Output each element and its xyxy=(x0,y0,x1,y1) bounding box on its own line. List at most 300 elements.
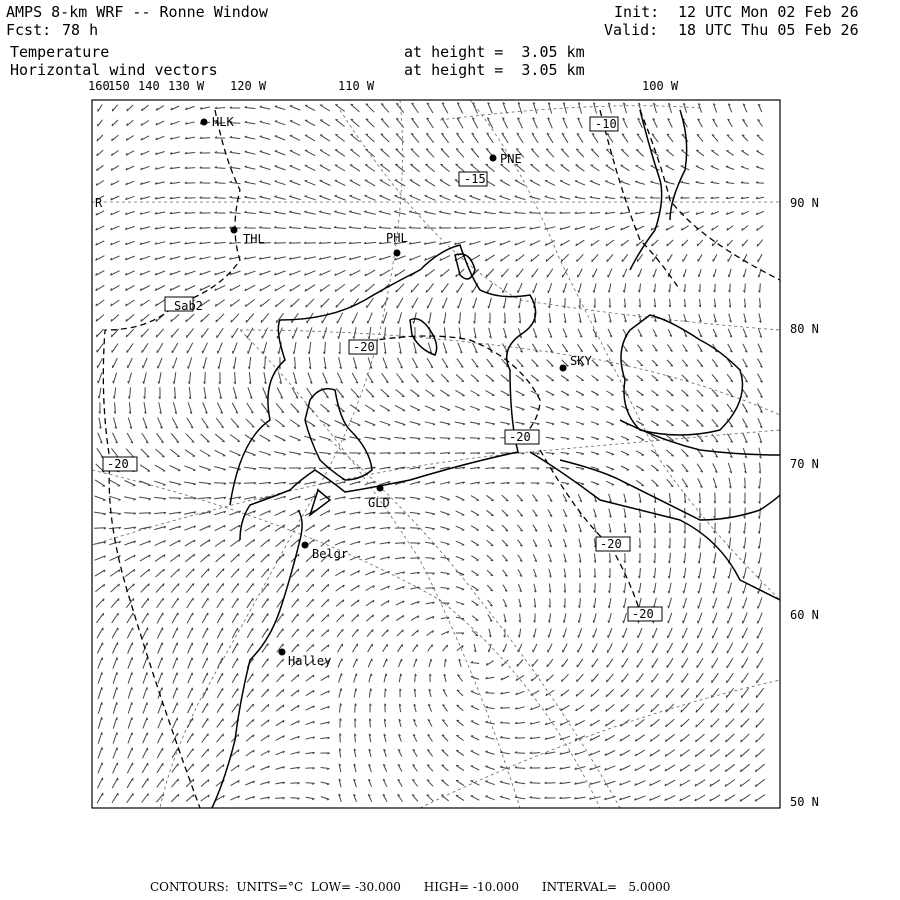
wind-vector xyxy=(381,104,389,113)
wind-vector xyxy=(380,195,391,200)
wind-vector xyxy=(261,720,269,727)
wind-vector xyxy=(637,360,643,366)
wind-vector xyxy=(563,644,568,653)
station-label-hlk: HLK xyxy=(212,115,234,129)
wind-vector xyxy=(398,749,402,756)
wind-vector xyxy=(410,453,421,454)
wind-vector xyxy=(470,482,479,484)
wind-vector xyxy=(170,257,180,260)
wind-vector xyxy=(245,136,256,139)
wind-vector xyxy=(455,438,465,440)
wind-vector xyxy=(473,298,477,309)
wind-vector xyxy=(170,197,180,199)
wind-vector xyxy=(624,553,625,563)
wind-vector xyxy=(128,373,132,384)
wind-vector xyxy=(95,584,104,592)
wind-vector xyxy=(369,764,372,772)
wind-vector xyxy=(170,152,180,154)
station-label-thl: THL xyxy=(243,232,265,246)
wind-vector xyxy=(308,327,313,338)
station-label-gld: GLD xyxy=(368,496,390,510)
wind-vector xyxy=(155,227,165,229)
wind-vector xyxy=(113,672,117,683)
wind-vector xyxy=(396,601,404,605)
wind-vector xyxy=(533,118,538,129)
wind-vector xyxy=(667,643,672,653)
wind-vector xyxy=(606,240,614,246)
wind-vector xyxy=(548,539,551,547)
wind-vector xyxy=(230,435,240,442)
wind-vector xyxy=(728,329,732,337)
wind-vector xyxy=(575,720,584,725)
wind-vector xyxy=(471,526,479,531)
wind-vector xyxy=(158,703,163,714)
wind-vector xyxy=(204,387,206,399)
wind-vector xyxy=(729,523,731,534)
wind-vector xyxy=(185,152,195,154)
wind-vector xyxy=(398,312,402,323)
wind-vector xyxy=(605,196,615,198)
wind-vector xyxy=(669,508,671,518)
wind-vector xyxy=(113,702,117,713)
wind-vector xyxy=(157,613,163,623)
wind-vector xyxy=(636,480,644,485)
wind-vector xyxy=(530,227,541,229)
wind-vector xyxy=(305,165,315,170)
wind-vector xyxy=(350,284,359,292)
wind-vector xyxy=(366,615,373,622)
wind-vector xyxy=(125,271,134,275)
wind-vector xyxy=(185,106,194,109)
wind-vector xyxy=(488,103,493,114)
wind-vector xyxy=(427,358,433,368)
wind-vector xyxy=(246,569,253,578)
wind-vector xyxy=(173,643,178,654)
wind-vector xyxy=(593,613,596,623)
wind-vector xyxy=(485,736,494,739)
wind-vector xyxy=(654,299,656,307)
wind-vector xyxy=(113,687,117,698)
wind-vector xyxy=(380,453,391,454)
wind-vector xyxy=(504,313,505,324)
wind-vector xyxy=(443,645,448,651)
wind-vector xyxy=(215,197,226,199)
wind-vector xyxy=(425,406,435,411)
wind-vector xyxy=(560,721,570,726)
wind-vector xyxy=(410,406,420,411)
wind-vector xyxy=(340,703,342,712)
wind-vector xyxy=(443,298,448,309)
wind-vector xyxy=(292,599,299,608)
wind-vector xyxy=(96,271,105,276)
wind-vector xyxy=(352,629,358,637)
wind-vector xyxy=(606,437,614,440)
wind-vector xyxy=(697,658,703,668)
wind-vector xyxy=(652,674,659,683)
wind-vector xyxy=(351,104,360,112)
wind-vector xyxy=(141,329,148,337)
lat-label: 70 N xyxy=(790,457,819,471)
wind-vector xyxy=(261,569,268,578)
wind-vector xyxy=(275,798,284,800)
wind-vector xyxy=(97,150,103,156)
station-label-sky: SKY xyxy=(570,354,592,368)
lon-label: 160 xyxy=(88,79,110,93)
wind-vector xyxy=(712,359,718,366)
wind-vector xyxy=(562,674,569,681)
wind-vector xyxy=(173,703,178,714)
wind-vector xyxy=(650,212,659,214)
wind-vector xyxy=(184,526,195,530)
wind-vector xyxy=(142,343,148,352)
wind-vector xyxy=(727,374,733,382)
wind-vector xyxy=(606,452,614,455)
wind-vector xyxy=(726,749,735,757)
wind-vector xyxy=(680,750,689,757)
wind-vector xyxy=(413,719,416,726)
wind-vector xyxy=(531,468,540,469)
wind-vector xyxy=(200,227,211,228)
wind-vector xyxy=(398,358,403,368)
wind-vector xyxy=(245,299,254,306)
wind-vector xyxy=(140,286,150,291)
wind-vector xyxy=(305,752,314,754)
wind-vector xyxy=(158,658,163,669)
wind-vector xyxy=(291,736,300,740)
wind-vector xyxy=(727,434,732,443)
wind-vector xyxy=(201,780,209,787)
wind-vector xyxy=(502,269,509,277)
wind-vector xyxy=(339,357,342,369)
wind-vector xyxy=(757,658,763,668)
wind-vector xyxy=(292,313,299,323)
wind-vector xyxy=(215,434,224,442)
wind-vector xyxy=(683,269,686,277)
wind-vector xyxy=(609,298,610,307)
wind-vector xyxy=(231,780,240,785)
wind-vector xyxy=(576,149,584,157)
wind-vector xyxy=(484,227,495,229)
wind-vector xyxy=(759,492,760,503)
wind-vector xyxy=(756,211,764,214)
wind-vector xyxy=(352,614,359,621)
contour-info-footer: CONTOURS: UNITS=°C LOW= -30.000 HIGH= -10.000 INTERVAL= 5.0000 xyxy=(150,880,671,894)
wind-vector xyxy=(457,133,464,143)
wind-vector xyxy=(94,512,106,515)
wind-vector xyxy=(384,719,386,727)
wind-vector xyxy=(457,690,463,696)
contour-label: -20 xyxy=(632,607,654,621)
wind-vector xyxy=(621,226,630,230)
wind-vector xyxy=(124,497,136,500)
wind-vector xyxy=(413,765,418,772)
wind-vector xyxy=(320,135,330,141)
wind-vector xyxy=(683,103,686,113)
wind-vector xyxy=(261,766,270,770)
wind-vector xyxy=(336,600,344,607)
wind-vector xyxy=(262,628,268,637)
wind-vector xyxy=(321,630,328,637)
wind-vector xyxy=(741,703,749,712)
wind-vector xyxy=(188,372,190,384)
wind-vector xyxy=(289,226,301,228)
wind-vector xyxy=(620,181,630,185)
wind-vector xyxy=(411,149,419,157)
wind-vector xyxy=(290,135,300,140)
wind-vector xyxy=(126,196,135,199)
wind-vector xyxy=(639,538,640,548)
wind-vector xyxy=(397,298,403,308)
wind-vector xyxy=(350,180,361,186)
wind-vector xyxy=(682,134,688,141)
contour-label: -20 xyxy=(509,430,531,444)
wind-vector xyxy=(560,767,571,769)
wind-vector xyxy=(563,329,567,338)
wind-vector xyxy=(624,299,626,308)
wind-vector xyxy=(456,587,464,590)
wind-vector xyxy=(742,389,748,397)
wind-vector xyxy=(188,643,193,654)
wind-vector xyxy=(96,241,105,245)
wind-vector xyxy=(594,553,596,562)
wind-vector xyxy=(712,419,718,426)
wind-vector xyxy=(758,418,762,428)
wind-vector xyxy=(172,343,178,353)
wind-vector xyxy=(710,795,720,801)
wind-vector xyxy=(728,119,733,127)
wind-vector xyxy=(440,195,451,200)
wind-vector xyxy=(517,495,523,501)
wind-vector xyxy=(472,616,478,621)
wind-vector xyxy=(669,493,671,503)
wind-vector xyxy=(621,466,629,470)
wind-vector xyxy=(458,298,462,309)
wind-vector xyxy=(99,402,100,413)
wind-vector xyxy=(112,344,118,353)
wind-vector xyxy=(290,285,300,291)
wind-vector xyxy=(457,705,464,711)
wind-vector xyxy=(248,357,250,369)
wind-vector xyxy=(681,719,689,727)
wind-vector xyxy=(98,763,103,774)
wind-vector xyxy=(96,315,104,322)
wind-vector xyxy=(489,328,492,338)
wind-vector xyxy=(155,540,166,545)
wind-vector xyxy=(143,703,147,714)
wind-vector xyxy=(653,568,655,578)
wind-vector xyxy=(576,240,585,246)
wind-vector xyxy=(623,628,627,638)
wind-vector xyxy=(726,197,734,199)
wind-vector xyxy=(425,422,435,425)
wind-vector xyxy=(394,211,406,215)
wind-vector xyxy=(485,706,494,708)
wind-vector xyxy=(156,794,163,802)
wind-vector xyxy=(140,271,150,275)
wind-vector xyxy=(503,585,507,592)
wind-vector xyxy=(621,720,630,727)
wind-vector xyxy=(563,524,566,532)
wind-vector xyxy=(427,765,433,772)
wind-vector xyxy=(713,104,716,113)
wind-vector xyxy=(758,254,762,262)
wind-vector xyxy=(202,718,208,727)
wind-vector xyxy=(500,422,509,425)
wind-vector xyxy=(155,286,165,291)
wind-vector xyxy=(230,107,240,108)
wind-vector xyxy=(531,407,540,411)
wind-vector xyxy=(576,391,584,395)
wind-vector xyxy=(425,558,434,560)
wind-vector xyxy=(680,765,690,772)
wind-vector xyxy=(681,197,690,198)
wind-vector xyxy=(261,313,269,322)
wind-vector xyxy=(561,437,569,439)
wind-vector xyxy=(97,135,103,141)
wind-vector xyxy=(186,434,194,443)
wind-vector xyxy=(114,418,117,429)
wind-vector xyxy=(232,673,238,683)
wind-vector xyxy=(711,734,720,742)
wind-vector xyxy=(623,269,627,278)
wind-vector xyxy=(502,495,509,501)
wind-vector xyxy=(441,269,450,276)
wind-vector xyxy=(187,733,193,743)
wind-vector xyxy=(594,568,595,577)
wind-vector xyxy=(637,674,644,683)
wind-vector xyxy=(654,284,656,293)
wind-vector xyxy=(727,404,733,412)
wind-vector xyxy=(713,553,716,564)
wind-vector xyxy=(682,643,687,653)
wind-vector xyxy=(155,300,164,306)
wind-vector xyxy=(593,269,597,278)
wind-vector xyxy=(321,768,330,770)
wind-vector xyxy=(548,629,551,638)
wind-vector xyxy=(203,403,208,414)
wind-vector xyxy=(578,329,582,337)
wind-vector xyxy=(366,600,374,606)
wind-vector xyxy=(666,150,674,156)
wind-vector xyxy=(184,498,196,499)
wind-vector xyxy=(501,391,510,396)
wind-vector xyxy=(276,299,285,307)
wind-vector xyxy=(203,688,208,698)
wind-vector xyxy=(575,767,586,770)
wind-vector xyxy=(743,522,745,533)
wind-vector xyxy=(262,613,268,622)
wind-vector xyxy=(395,528,405,529)
wind-vector xyxy=(159,387,160,399)
wind-vector xyxy=(275,151,286,155)
wind-vector xyxy=(548,283,552,293)
wind-vector xyxy=(755,764,764,772)
wind-vector xyxy=(170,449,179,456)
wind-vector xyxy=(335,165,345,171)
wind-vector xyxy=(696,704,704,713)
wind-vector xyxy=(744,493,745,504)
wind-vector xyxy=(245,539,254,546)
wind-vector xyxy=(142,628,147,639)
wind-vector xyxy=(140,197,150,200)
wind-vector xyxy=(578,494,582,502)
wind-vector xyxy=(415,689,417,697)
wind-vector xyxy=(202,343,207,354)
wind-vector xyxy=(427,118,434,128)
wind-vector xyxy=(443,312,445,323)
wind-vector xyxy=(277,388,282,399)
wind-vector xyxy=(96,181,104,186)
wind-vector xyxy=(591,437,599,440)
wind-vector xyxy=(261,704,268,711)
wind-vector xyxy=(430,674,431,682)
wind-vector xyxy=(383,779,387,786)
wind-vector xyxy=(635,765,645,770)
wind-vector xyxy=(575,196,586,199)
wind-vector xyxy=(742,613,747,624)
wind-vector xyxy=(563,118,568,128)
wind-vector xyxy=(742,658,748,668)
wind-vector xyxy=(364,195,375,200)
wind-vector xyxy=(350,405,360,412)
wind-vector xyxy=(202,328,209,337)
berkner-island xyxy=(305,389,372,480)
wind-vector xyxy=(682,240,688,246)
wind-vector xyxy=(293,372,296,383)
wind-vector xyxy=(200,450,210,456)
wind-vector xyxy=(682,628,687,638)
wind-vector xyxy=(321,584,328,592)
wind-vector xyxy=(440,453,450,454)
wind-vector xyxy=(711,704,719,713)
wind-vector xyxy=(517,660,523,667)
wind-vector xyxy=(323,373,328,384)
wind-vector xyxy=(471,496,479,501)
wind-vector xyxy=(413,644,418,651)
wind-vector xyxy=(440,527,449,530)
wind-vector xyxy=(713,613,717,624)
wind-vector xyxy=(607,345,612,352)
lat-label: 60 N xyxy=(790,608,819,622)
wind-vector xyxy=(395,453,406,454)
wind-vector xyxy=(199,498,211,500)
wind-vector xyxy=(289,196,300,200)
wind-vector xyxy=(307,614,314,622)
wind-vector xyxy=(380,421,391,425)
wind-vector xyxy=(249,372,251,384)
wind-vector xyxy=(636,451,644,456)
wind-vector xyxy=(712,374,718,381)
wind-vector xyxy=(409,242,421,244)
wind-vector xyxy=(127,793,133,802)
wind-vector xyxy=(349,256,361,259)
wind-vector xyxy=(247,689,253,698)
wind-vector xyxy=(741,151,748,156)
wind-vector xyxy=(306,690,314,695)
wind-vector xyxy=(157,779,164,788)
wind-vector xyxy=(654,314,657,322)
wind-vector xyxy=(334,257,346,260)
wind-vector xyxy=(112,105,117,112)
wind-vector xyxy=(440,180,450,186)
wind-vector xyxy=(412,103,419,113)
wind-vector xyxy=(516,407,525,411)
wind-vector xyxy=(245,271,256,275)
wind-vector xyxy=(245,121,256,124)
wind-vector xyxy=(530,180,540,185)
wind-vector xyxy=(289,271,300,275)
wind-vector xyxy=(742,226,749,231)
